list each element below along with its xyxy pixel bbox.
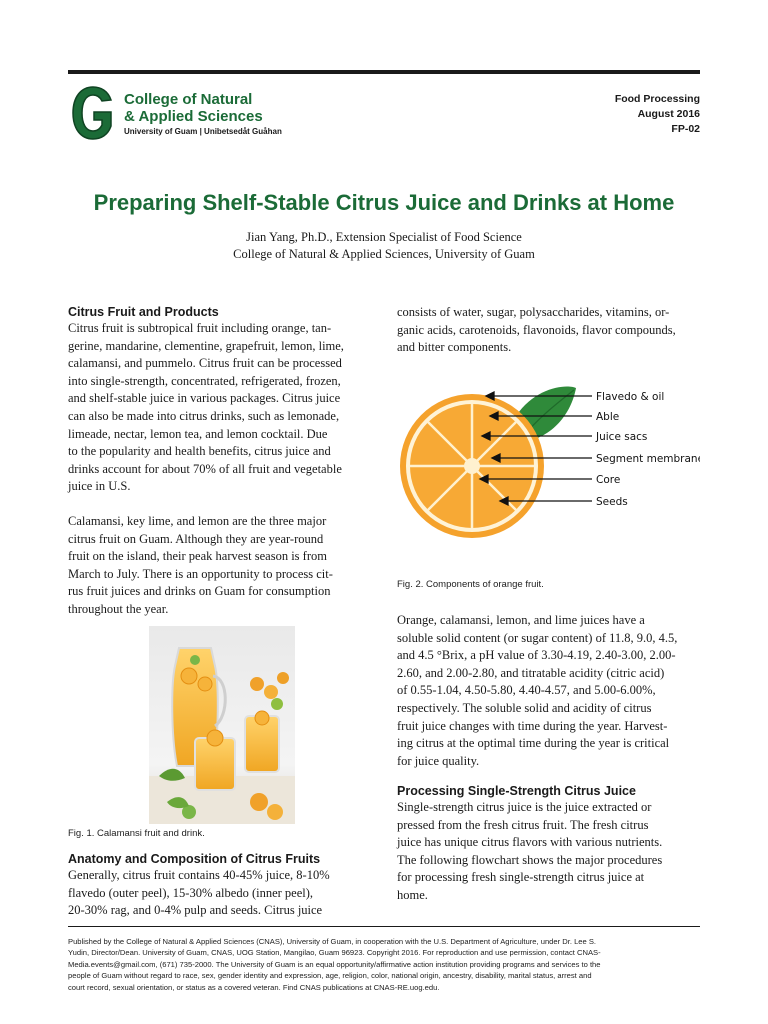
text-line: gerine, mandarine, clementine, grapefruit, lemon, lime, (68, 338, 344, 353)
author-line1: Jian Yang, Ph.D., Extension Specialist of Food Science (246, 230, 522, 244)
text-line: and bitter components. (397, 340, 512, 355)
footer-rule (68, 926, 700, 927)
publication-code: FP-02 (671, 123, 700, 135)
text-line: soluble solid content (or sugar content) of 11.8, 9.0, 4.5, (397, 630, 678, 645)
cnas-logo (68, 82, 118, 144)
paragraph-juice-properties (397, 612, 701, 770)
figure-1-caption: Fig. 1. Calamansi fruit and drink. (68, 828, 205, 839)
footer-disclaimer (68, 936, 700, 993)
text-line: Generally, citrus fruit contains 40-45% juice, 8-10% (68, 868, 330, 882)
text-line: drinks account for about 70% of all fruit and vegetable (68, 461, 342, 476)
text-line: Orange, calamansi, lemon, and lime juices have a (397, 613, 645, 627)
college-name-line1: College of Natural (124, 91, 253, 108)
footer-line: Yudin, Director/Dean. University of Guam, CNAS, UOG Station, Mangilao, Guam 96923. Copyright 2016. For reproduction and use permission, contact CNAS- (68, 948, 601, 958)
text-line: and shelf-stable juice in various packages. Citrus juice (68, 391, 341, 406)
paragraph-anatomy (68, 867, 378, 920)
figure-1-photo (149, 626, 295, 824)
text-line: 20-30% rag, and 0-4% pulp and seeds. Citrus juice (68, 903, 323, 918)
footer-line: Published by the College of Natural & Applied Sciences (CNAS), University of Guam, in cooperation with the U.S. Department of Agriculture, under Dr. Lee S. (68, 937, 597, 946)
section-processing (397, 783, 701, 905)
page-title: Preparing Shelf-Stable Citrus Juice and Drinks at Home (93, 190, 675, 215)
top-rule (68, 70, 700, 74)
paragraph-citrus-intro (68, 320, 378, 496)
text-line: can also be made into citrus drinks, such as lemonade, (68, 408, 340, 423)
college-name-line2: & Applied Sciences (124, 108, 263, 125)
label-flavedo: Flavedo & oil (596, 391, 665, 403)
text-line: Single-strength citrus juice is the juice extracted or (397, 800, 652, 814)
college-subtitle: University of Guam | Unibetsedåt Guåhan (124, 127, 282, 136)
footer-line: Media.events@gmail.com, (671) 735-2000. The University of Guam is an equal opportunity/affirmative action institution providing programs and services to the (68, 959, 601, 969)
text-line: 2.60, and 2.00-2.80, and titratable acidity (citric acid) (397, 665, 665, 680)
text-line: fruit on the island, their peak harvest season is from (68, 549, 327, 564)
text-line: pressed from the fresh citrus fruit. The fresh citrus (397, 817, 649, 832)
text-line: ganic acids, carotenoids, flavonoids, flavor compounds, (397, 322, 676, 337)
text-line: Citrus fruit is subtropical fruit including orange, tan- (68, 321, 332, 335)
text-line: The following flowchart shows the major procedures (397, 852, 663, 867)
figure-2-caption: Fig. 2. Components of orange fruit. (397, 579, 544, 590)
text-line: calamansi, and pummelo. Citrus fruit can be processed (68, 356, 342, 371)
text-line: fruit juice changes with time during the year. Harvest- (397, 718, 668, 733)
footer-line: people of Guam without regard to race, sex, gender identity and expression, age, religion, color, national origin, ancestry, disability, marital status, arrest and (68, 971, 592, 981)
section-heading-citrus-fruit: Citrus Fruit and Products (68, 305, 219, 319)
text-line: throughout the year. (68, 601, 169, 616)
text-line: rus fruit juices and drinks on Guam for consumption (68, 584, 331, 599)
paragraph-composition-continued (397, 304, 701, 357)
publication-category: Food Processing (614, 93, 700, 105)
text-line: ing citrus at the optimal time during the year is critical (397, 736, 670, 751)
text-line: March to July. There is an opportunity to process cit- (68, 566, 333, 581)
label-seeds: Seeds (596, 496, 628, 508)
figure-2-orange-diagram (396, 380, 700, 540)
paragraph-processing (397, 799, 701, 905)
text-line: citrus fruit on Guam. Although they are year-round (68, 531, 324, 546)
text-line: of 0.55-1.04, 4.50-5.80, 4.40-4.57, and 5.00-6.00%, (397, 683, 656, 698)
text-line: juice in U.S. (68, 479, 131, 494)
publication-date: August 2016 (637, 108, 700, 120)
author-line2: College of Natural & Applied Sciences, University of Guam (233, 247, 535, 261)
footer-line: court record, sexual orientation, or status as a covered veteran. Find CNAS publications at CNAS-RE.uog.edu. (68, 982, 440, 992)
text-line: limeade, nectar, lemon tea, and lemon cocktail. Due (68, 426, 328, 441)
left-column-bottom (68, 851, 378, 920)
text-line: Calamansi, key lime, and lemon are the three major (68, 513, 327, 528)
label-juice-sacs: Juice sacs (596, 431, 648, 443)
text-line: and 4.5 °Brix, a pH value of 3.30-4.19, 2.40-3.00, 2.00- (397, 648, 676, 663)
text-line: into single-strength, concentrated, refrigerated, frozen, (68, 373, 341, 388)
section-heading-anatomy: Anatomy and Composition of Citrus Fruits (68, 852, 321, 866)
text-line: consists of water, sugar, polysaccharides, vitamins, or- (397, 305, 670, 319)
text-line: flavedo (outer peel), 15-30% albedo (inner peel), (68, 885, 314, 900)
left-column-top (68, 304, 378, 619)
paragraph-calamansi (68, 513, 378, 619)
text-line: to the popularity and health benefits, citrus juice and (68, 444, 331, 459)
label-segment-membrane: Segment membrane (596, 453, 700, 465)
label-albedo: Able (596, 411, 620, 423)
text-line: for processing fresh single-strength citrus juice at (397, 870, 645, 885)
label-core: Core (596, 474, 621, 486)
publication-meta (615, 92, 700, 137)
text-line: respectively. The soluble solid and acidity of citrus (397, 700, 652, 715)
text-line: home. (397, 887, 428, 902)
text-line: juice has unique citrus flavors with various nutrients. (397, 835, 663, 850)
text-line: for juice quality. (397, 753, 480, 768)
section-heading-processing: Processing Single-Strength Citrus Juice (397, 784, 636, 798)
